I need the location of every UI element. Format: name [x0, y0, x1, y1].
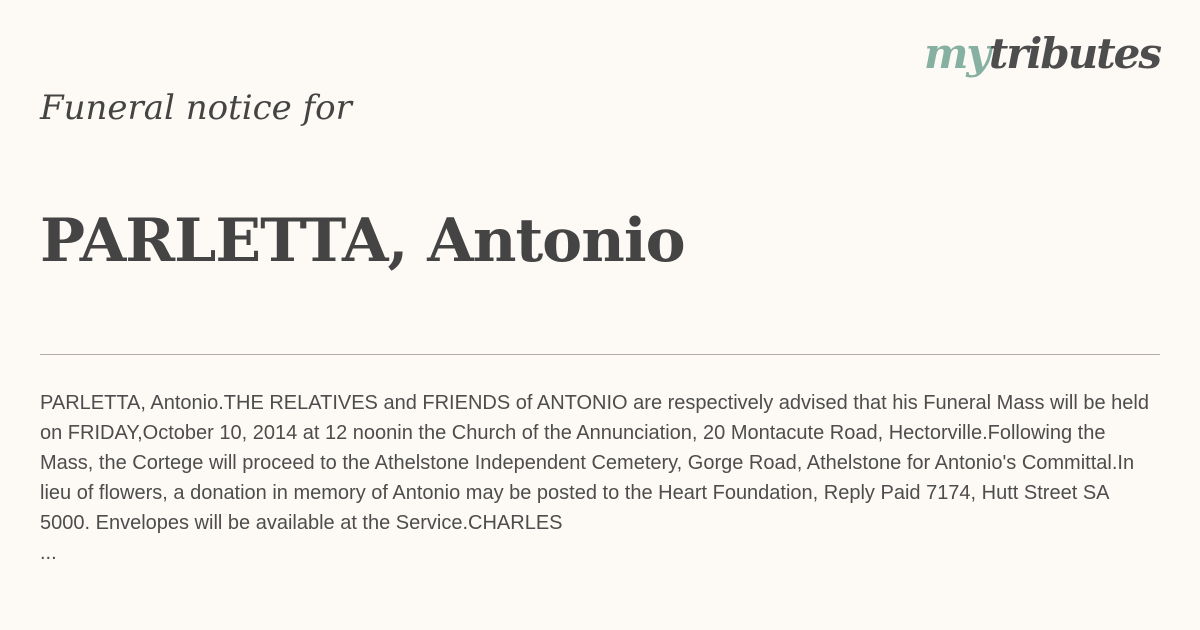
- notice-body: [40, 388, 1160, 568]
- notice-subtitle: Funeral notice for: [40, 88, 352, 128]
- logo-suffix: tributes: [988, 29, 1160, 78]
- deceased-name: PARLETTA, Antonio: [40, 206, 685, 276]
- logo-prefix: my: [923, 29, 989, 78]
- notice-text: PARLETTA, Antonio.THE RELATIVES and FRIENDS of ANTONIO are respectively advised that his Funeral Mass will be held on FRIDAY,October 10, 2014 at 12 noonin the Church of the Annunciation, 20 Montacute Road, Hectorville.Following the Mass, the Cortege will proceed to the Athelstone Independent Cemetery, Gorge Road, Athelstone for Antonio's Committal.In lieu of flowers, a donation in memory of Antonio may be posted to the Heart Foundation, Reply Paid 7174, Hutt Street SA 5000. Envelopes will be available at the Service.CHARLES: [40, 392, 1149, 534]
- notice-ellipsis: ...: [40, 542, 57, 564]
- mytributes-logo[interactable]: [923, 29, 1160, 78]
- divider: [40, 354, 1160, 355]
